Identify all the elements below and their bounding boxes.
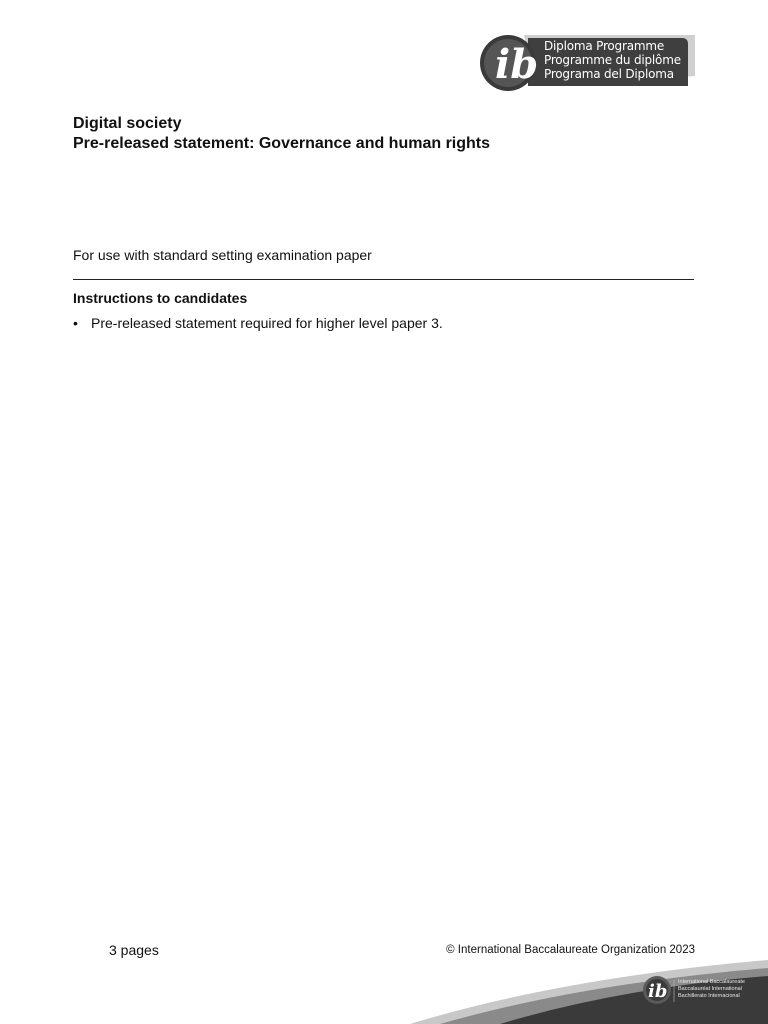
footer-logo-line-es: Bachillerato Internacional [678, 993, 740, 999]
statement-title: Pre-released statement: Governance and human rights [73, 135, 491, 152]
ib-diploma-logo [476, 34, 696, 92]
use-note: For use with standard setting examination paper [73, 247, 372, 263]
instructions-list [73, 315, 443, 331]
instructions-heading: Instructions to candidates [73, 290, 248, 306]
subject-title: Digital society [73, 115, 182, 132]
logo-line-en: Diploma Programme [544, 39, 665, 53]
footer-logo-line-fr: Baccalauréat International [678, 986, 742, 992]
footer-logo-line-en: International Baccalaureate [678, 979, 745, 985]
logo-line-fr: Programme du diplôme [544, 53, 681, 67]
footer-logo-text [678, 979, 768, 1000]
bullet-icon: • [73, 315, 78, 331]
footer-swoosh-graphic [0, 958, 768, 1024]
divider [73, 279, 694, 280]
instruction-text: Pre-released statement required for higher level paper 3. [91, 315, 443, 331]
svg-text:ib: ib [648, 981, 668, 1002]
list-item [73, 315, 443, 331]
page-count: 3 pages [109, 942, 159, 958]
footer-band [0, 958, 768, 1024]
logo-text [544, 39, 681, 81]
svg-text:ib: ib [495, 41, 539, 88]
logo-line-es: Programa del Diploma [544, 67, 674, 81]
document-title [73, 114, 490, 154]
copyright: © International Baccalaureate Organization 2023 [446, 944, 695, 956]
